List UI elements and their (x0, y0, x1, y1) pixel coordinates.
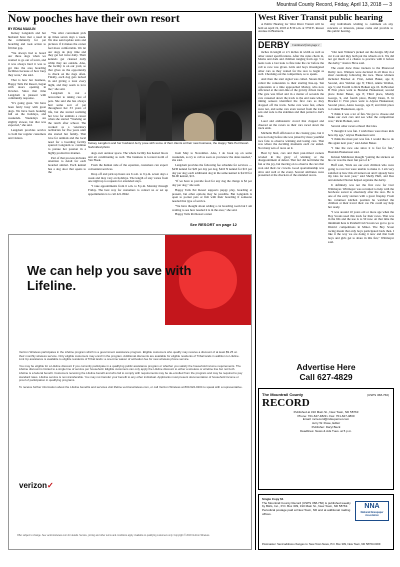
ad-title: We can help you save with Lifeline. (27, 263, 192, 293)
masthead-usps: (USPS 368-760) (366, 393, 389, 397)
masthead-name: The Mountrail County RECORD (262, 392, 310, 409)
transit-col2: Any individuals wishing to comment on any concerns or interests, please come and provide to this public hearing. (327, 23, 393, 34)
photo-figure-man (112, 77, 140, 141)
photo-dog-dark (216, 111, 242, 141)
continued-label: Continued from page 1 (292, 43, 320, 47)
verizon-logo: verizon✓ (19, 481, 54, 490)
left-story-col1: Kelsey Langdom and her husband have met a need in the community for pet boarding and took action to fill that gap. "We always had to board our three dogs when we wanted to go out of town, and it was always hard it was to get into the area boarding facilities because of how busy they were," she said. That is how her business, Happy Tails Pet Resort, began with doors opening in October. Since that time Langdom is pleased with community response. "It's going great. We have been fairly busy with great dogs. We have been booking full on the holidays, and weekends. Weekdays are slightly slower, but that was expected," she said. Langdom provides service to both her regular customers and visitors. (8, 32, 46, 140)
verizon-lifeline-ad[interactable] (8, 234, 252, 550)
advertise-phone: Call 627-4829 (299, 372, 353, 382)
left-story-col2: "We offer convenient pick up times seven days a week. We also send update texts and pictures if it makes the owner feel more comfortable. We let our dogs do play time and they get fed twice daily. Their kennels get cleaned daily while they are outside. Also, the facility is on our yard, so that gives us the opportunity to check on the dogs often. Finally, each dog gets tucked in and giving a treat every night, and they seem to love me," she said. Langdom is not a newcomer to taking care of pets. She said she has always had some sort of pet throughout her 33 years of life, but she started realizing her love for animals a career when she started "Working on the ranch after school. The worked as a veterinary technician for five years until she started her family. That love for animals and the local need for a boarding facility spurred Langdom to continue to pursue her passion in a highly productive manner. Part of that process includes attention to detail for each boarded animal. Each kennel has a dog door that opens to the (48, 32, 86, 175)
left-headline: Now pooches have their own resort (8, 13, 180, 25)
ad-fine-print: Offer subject to change. See verizonwireless.com for details. Service, pricing and other terms and conditions apply. Available to qualifying customers only. Copyright © 2018 Verizon Wireless. (17, 535, 210, 537)
photo-dog-light (184, 113, 214, 141)
masthead-info: Published at 310 Main St., New Town, ND 58763 Phone: 701-627-4829 • Fax: 701-627-4800 Email: mcrecord@ndsupernet.com Jerry W. Rose, Editor Publisher: Daryl Beck Deadlines: News & Ads Tues. at 5 p.m. (293, 410, 359, 433)
transit-col1: A Public Hearing for West River Transit will be held on April 19, 2018 at 8:30 a.m. at 3750 E. Rosser Avenue in Bismarck. (258, 23, 324, 34)
nna-logo: NNA National Newspaper Association (355, 501, 389, 521)
column-divider (255, 13, 256, 550)
derby-jump-head: DERBY (258, 40, 290, 50)
derby-col2: "Our next Winner's picked out the design. My dad cut it out and they both put the wheels on it. We did not get much of a chance to practice with it before the derby," Jessica Hove said. The event drew three trackers to the Pinewood Derby race. Winners were declared in all three in a short ceremony following the race. Those winners included Bracket A: First, Aiden Baker, age 6; Second, Ava Weldon age 8; Third, Annie Weldon, age 5; and Fourth to Rick Bolken age 10. In Bracket B First place went to Brendan Haakenson; second place Peder Baker, age 8; Third place, Maddy George, 9, and fourth place, Buddy Dean, 8. In Bracket C: First place went to Alyssa Haakenson; Second place, Alexa George, age 8; and third place to Conner Haakenson, age 6. "I think it was a lot of fun. We got to choose and make our own cars and see what the competition was," Ricki Bolken, said. Several other racers echoed that idea. "I thought it was fun. I wish there were more kids here my age," Alyssa Haakenson said. "I think the most part was fun. I would like to do this again next year," said Aiden Baker. "I like the race one since it is fast for fun," Brendan Haakenson said. Kristen Middleton thought "putting the stickers on his car was the most fun part of it." Huff said, "Kids are our own children who were going to race but were unable to make it. I am very satisfied at how this all turned out and I already have my idea for next year," said Shelly Huff, and Dee and Annabel Norten helped organize the derby. It definitely was not the first race for Curt Wittmayer. Wittmayer was recruited to help with the hardware sorted to absolutely after the race. He is one of the early starters with a great fireplay. From his volunteer kitchen position he watched the children at their travel their car. He could say help her ready. "I was around 10 years old or more age when the Boy Scouts used this track for their races. That was in the 60s and the use is to 50 now. At that time the minimum here is Parshall Cub Scouts we got to go to District competitions in Minot. The Boy Scout racing meant that only boys participated back then. I like it the way we are doing it now and that both boys and girls get to share in this fun," Wittmayer said. (328, 51, 394, 244)
subscription-box (258, 494, 394, 550)
postmaster-notice: Postmaster: Send address changes to: New Town News, P.O. Box 309, New Town, ND 58763-0309 (262, 542, 381, 546)
right-headline: West River Transit public hearing (258, 12, 383, 22)
verizon-check-icon: ✓ (47, 481, 54, 490)
page-folio (8, 2, 392, 12)
derby-col1: inches in length or 2.5 inches in width as well as other stated specifications. After the rules check in, Moms and dads and children ranging from age 3 to teens took a last look to fine tune the car before the call to race was given. Girls and boys investigated other cars as they waited for the race to begin as well. Checking out the competition, so to speak. And then the start signal was called. Streets Ruff called the contestants to their starting line-up. Ten contestants at a time approached Motley, who now officiated at the start-line of the gravity driven track. The gate was lifted and in a matter of seconds the cars careened down the track to the end zone where timing sensors identified the first cars as they dropped off the track. Some cars were fast, others were not, and some cars even veered from the track sets and rode to the sidelines and then parted to dad's side. Loud and enthusiastic crowd that clapped and cheered on the racers as their cars raced down the track ends. Michelle Huff officiated at the closing gate, but it was not long before she was joined by more youthful race fans to observe winning and losing cars. That was where the deciding moments each car ended. Not many sets of races on it. Heat by heat, cars and their past-timed owners reveled in the glory of winning or the disappointment of defeat. That fact did not hinder the fun or the joy, but moving on to observe the cars that won and their car crowds. Good sportsmanship was alive and well at the event. Several attributes were presented at the check-in of the attended racers. (258, 51, 324, 178)
publication-statement: The Mountrail County Record (USPS 368-760) is published weekly by BHG, Inc., P.O. Box 309, 310 Main St., New Town, ND 58763. Periodical postage paid at New Town, ND and at additional mailing offices. (262, 500, 351, 516)
photo-caption: Kelsey Langdom and her husband Jerry pose with some of their clients at their new business, the Happy Tails Pet Resort. Submitted photo (88, 141, 250, 149)
folio-text: Mountrail County Record, Friday, April 13, 2018 — 3 (276, 2, 392, 8)
masthead-box (258, 388, 394, 490)
byline: BY EDNA MAULIN (8, 27, 36, 31)
transit-notice (258, 23, 394, 35)
see-resort-jump: See RESORT on page 12 (190, 222, 237, 227)
left-story-col4: from May to November. Also, I do book up on some weekends, so try to call as soon as you know the dates needed," she said. Langdom provides the following fee schedule for services — $430 kennel for $20 per day per dog, $410 N kennel for $15 per day per dog; each additional dog in the same kennel is $4.50 for $9.00 kennel, $15. "If we have to provide food for any dog the charge is $2 per day per dog," she said. Happy Tails Pet Resort supports puppy play, boarding at present, but other options may be possible. But Langdom is open to pocket pets or fish with their boarding if someone needed that type of service. "We have thought about adding a cat boarding room but I am waiting to see how needed it is in the area," she said. Happy Tails Pet Resort owner (172, 152, 252, 217)
left-story-col3: dogs own outdoor space. The whole facility has heated floors and air conditioning as well. The business is located north of Van Hook. From the human side of the equation, customers can expect convenient services. Drop off and pick up hours are 6 a.m. to 9 p.m. seven days a week and may vary on holidays. The length of stay varies from one night up to requests for extended stays. "I take appointments from 6 a.m. to 8 p.m. Monday through Friday. The best way for customers to contact us or set up appointments is to call 421-8942. (88, 152, 168, 196)
single-copy-price: Single Copy $1 (262, 497, 284, 501)
story-photo (88, 31, 252, 141)
advertise-line1: Advertise Here (296, 362, 356, 372)
photo-figure-woman (146, 81, 172, 141)
ad-body: Verizon Wireless participates in the Lifeline program which is a government assistance program. Eligible customers who qualify may receive a discount of at least $9.25 on their monthly wireless service. Only eligible customers may enroll in the program. Additional discounts are available for eligible residents of Tribal lands in addition to Lifeline. Link Up assistance is available to eligible residents of Tribal lands: a one-time waiver of activation fee for new wireless phone service. You may be eligible for a Lifeline discount if you currently participate in a qualifying public assistance program or whether you satisfy the household income requirements. The Lifeline discount is limited to a single line of service per household. Eligible customers can only apply the Lifeline discount to either a wireless or wireline line but not both. Lifeline is a federal benefit. Customers receiving the Lifeline benefit and who fail to comply with requirements may be de-enrolled from the program and may be required to pay standard rates. Lifeline service is non-transferable. You may not transfer your benefit to any other individual. Applicants must present documentation of household income or proof of participation in qualifying programs. To receive further information about the Lifeline benefits and services visit lifeline.verizonwireless.com, or call Verizon Wireless at 800-922-0204 to speak with a representative. (19, 350, 243, 389)
advertise-here-box (258, 362, 394, 382)
